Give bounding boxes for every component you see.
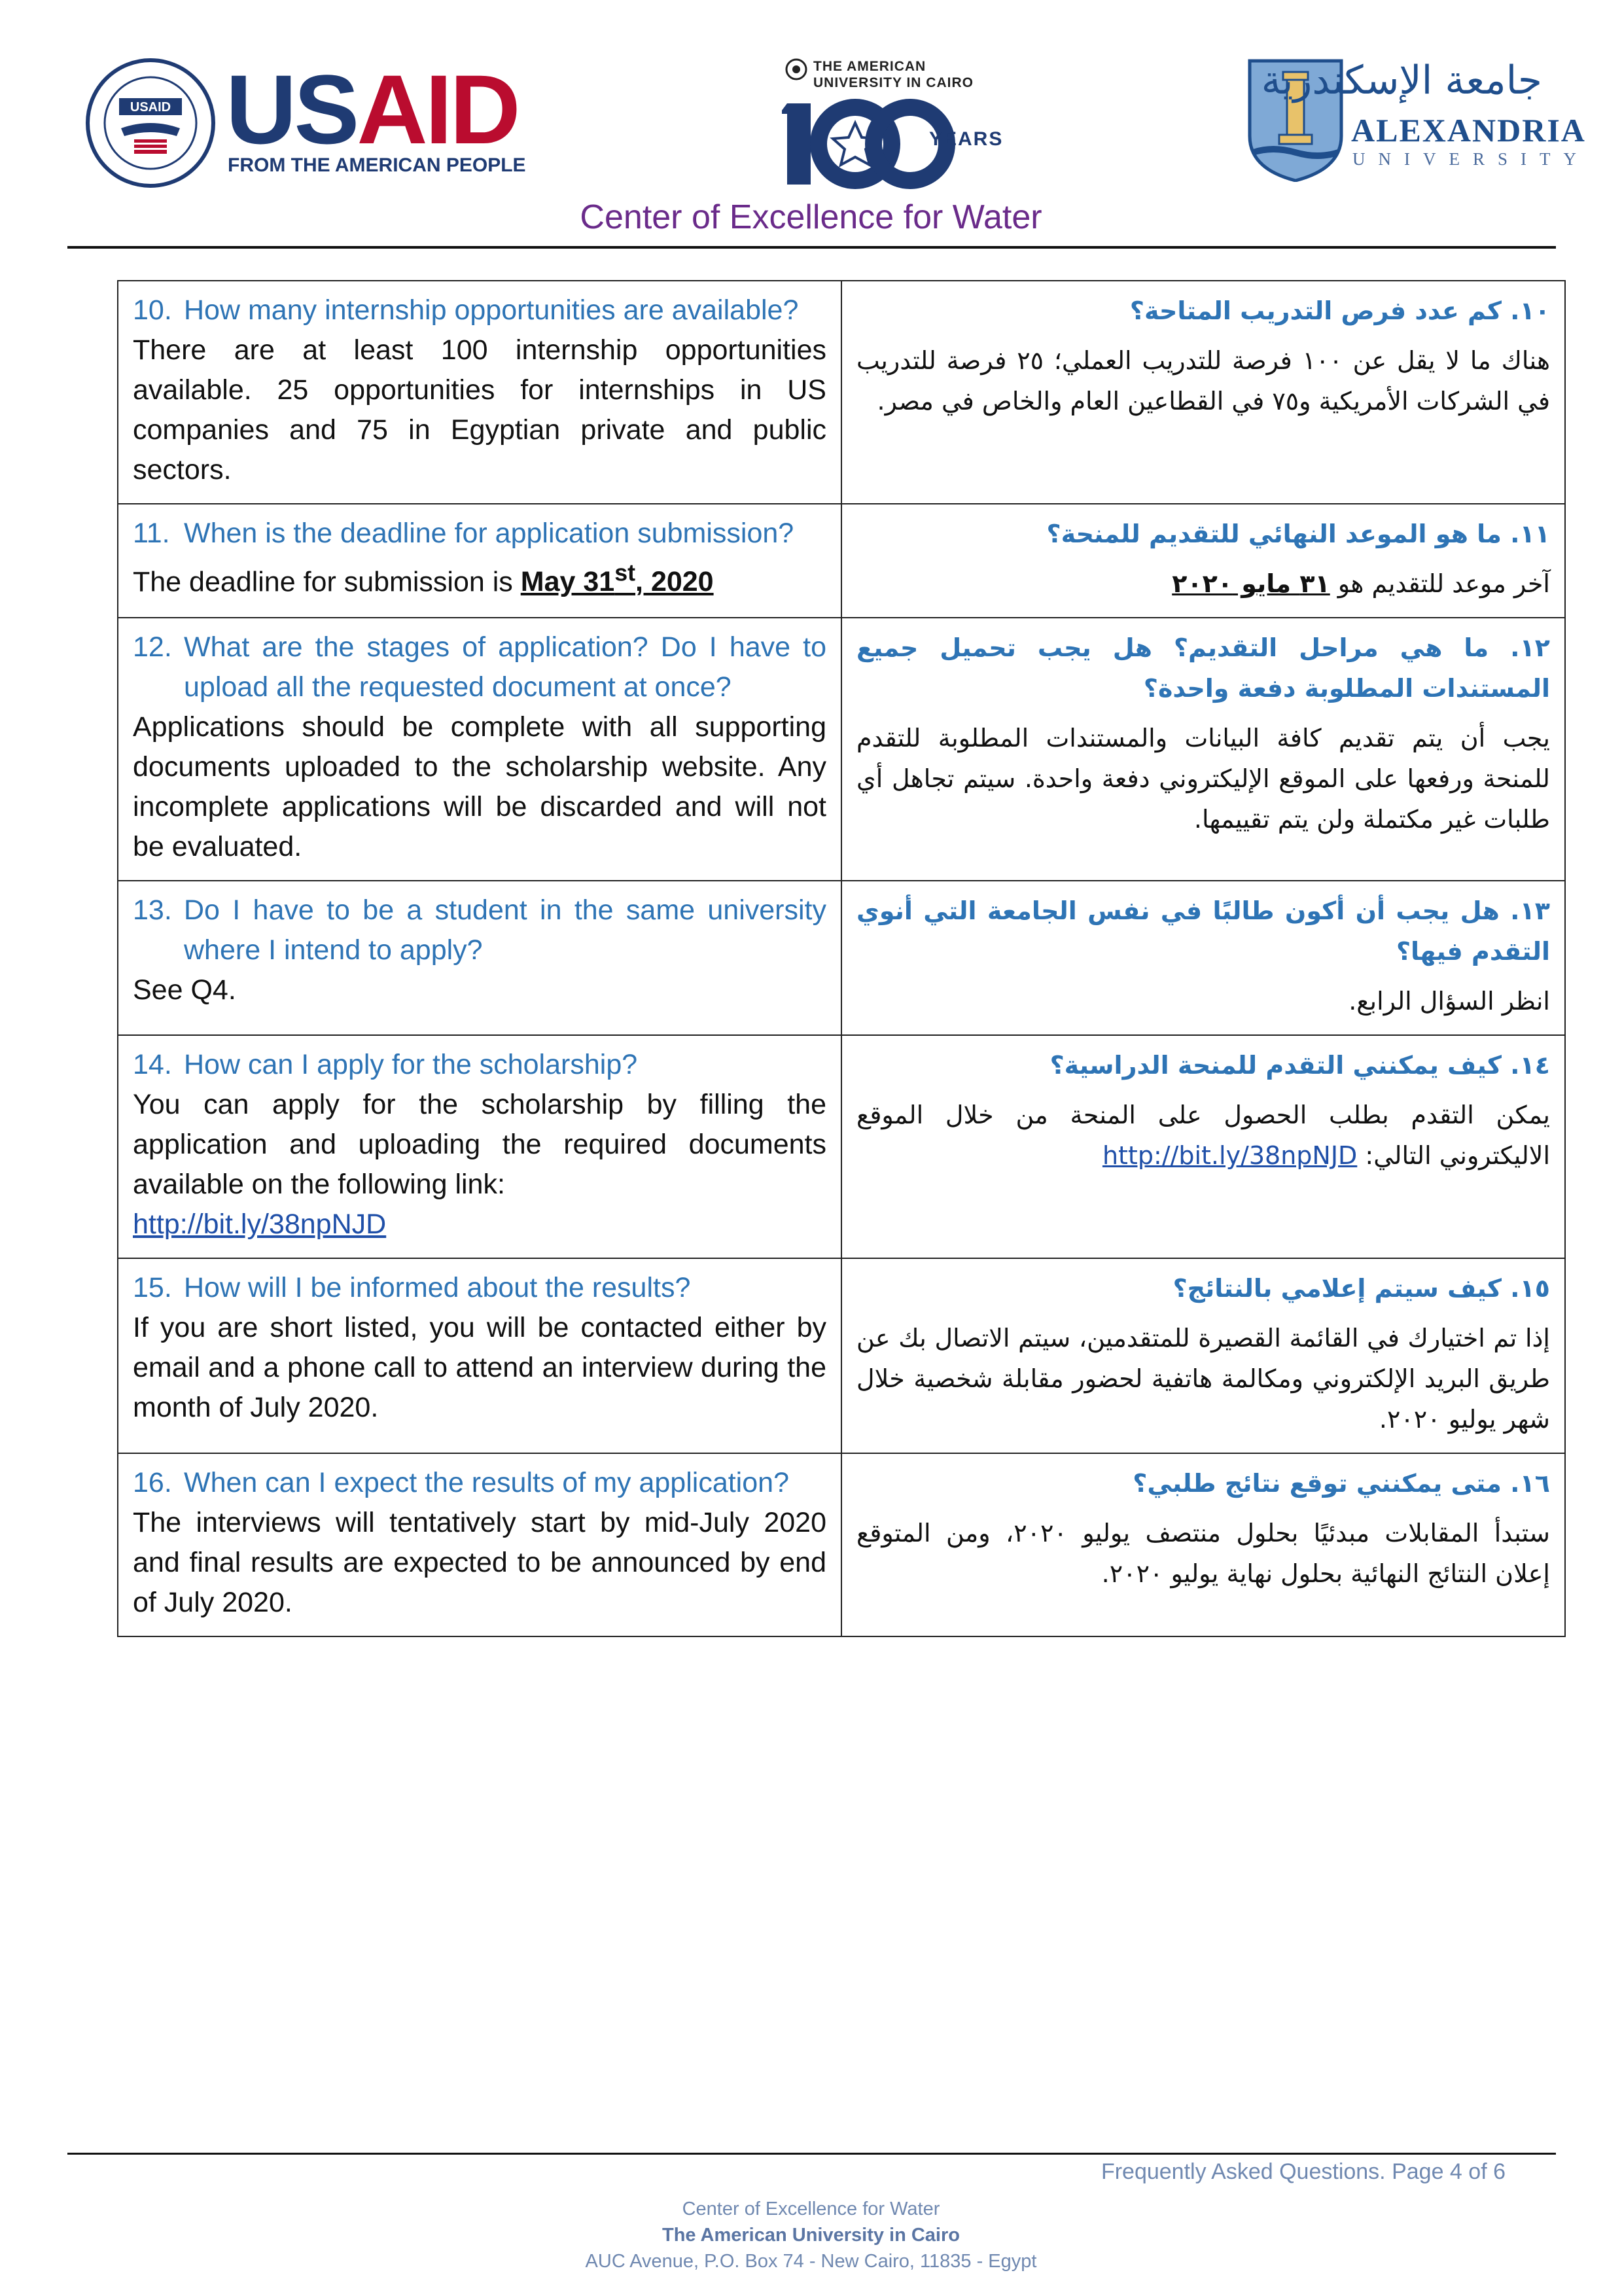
faq-question-ar: ١٤. كيف يمكنني التقدم للمنحة الدراسية؟ xyxy=(1049,1051,1550,1080)
deadline-date-ar: ٣١ مايو ٢٠٢٠ xyxy=(1172,569,1330,598)
faq-row-15 xyxy=(118,1258,1565,1453)
faq-en-cell xyxy=(118,1258,841,1453)
faq-row-11 xyxy=(118,504,1565,618)
faq-answer-ar: هناك ما لا يقل عن ١٠٠ فرصة للتدريب العملي؛ ٢٥ فرصة للتدريب في الشركات الأمريكية و٧٥ في القطاعين العام والخاص في مصر. xyxy=(856,346,1550,415)
usaid-logo xyxy=(85,54,526,188)
faq-answer-en: There are at least 100 internship opportunities available. 25 opportunities for internships in US companies and 75 in Egyptian private and public sectors. xyxy=(133,334,826,486)
application-link[interactable]: http://bit.ly/38npNJD xyxy=(133,1209,387,1240)
auc-emblem-icon xyxy=(785,58,808,81)
usaid-seal-icon xyxy=(85,58,216,188)
faq-question-ar: ١٣. هل يجب أن أكون طالبًا في نفس الجامعة التي أنوي التقدم فيها؟ xyxy=(856,896,1550,966)
usaid-wordmark: USAID xyxy=(226,54,518,164)
faq-en-cell xyxy=(118,881,841,1035)
faq-question-en: 10. How many internship opportunities are available? xyxy=(133,294,799,326)
faq-answer-ar: يجب أن يتم تقديم كافة البيانات والمستندات المطلوبة للتقدم للمنحة ورفعها على الموقع الإليكتروني دفعة واحدة. سيتم تجاهل أي طلبات غير مكتملة ولن يتم تقييمها. xyxy=(856,724,1550,834)
faq-row-14 xyxy=(118,1035,1565,1258)
auc-name-line2: UNIVERSITY IN CAIRO xyxy=(813,75,974,90)
faq-en-cell xyxy=(118,618,841,881)
auc-logo xyxy=(782,58,1004,188)
faq-question-ar: ١٠. كم عدد فرص التدريب المتاحة؟ xyxy=(1129,296,1550,325)
faq-question-ar: ١١. ما هو الموعد النهائي للتقديم للمنحة؟ xyxy=(1046,520,1550,548)
footer-divider xyxy=(67,2153,1556,2155)
faq-question-ar: ١٢. ما هي مراحل التقديم؟ هل يجب تحميل جميع المستندات المطلوبة دفعة واحدة؟ xyxy=(856,633,1550,703)
faq-ar-cell xyxy=(841,1258,1565,1453)
auc-years-label: YEARS xyxy=(929,128,1004,150)
faq-answer-en: See Q4. xyxy=(133,974,236,1006)
footer xyxy=(0,2196,1622,2274)
faq-answer-en: Applications should be complete with all supporting documents uploaded to the scholarship website. Any incomplete applications will be discarded and will not be evaluated. xyxy=(133,711,826,862)
usaid-tagline: FROM THE AMERICAN PEOPLE xyxy=(228,154,526,176)
faq-row-12 xyxy=(118,618,1565,881)
alexandria-university-logo xyxy=(1246,58,1589,188)
deadline-date: May 31st, 2020 xyxy=(520,560,714,598)
footer-line-address: AUC Avenue, P.O. Box 74 - New Cairo, 11835 - Egypt xyxy=(585,2251,1037,2272)
faq-answer-en: You can apply for the scholarship by filling the application and uploading the required documents available on the following link: http://bit.ly/38npNJD xyxy=(133,1089,826,1240)
faq-answer-ar: ستبدأ المقابلات مبدئيًا بحلول منتصف يوليو ٢٠٢٠، ومن المتوقع إعلان النتائج النهائية بحلول نهاية يوليو ٢٠٢٠. xyxy=(856,1519,1550,1588)
faq-ar-cell xyxy=(841,881,1565,1035)
faq-row-10 xyxy=(118,281,1565,504)
page-info: Frequently Asked Questions. Page 4 of 6 xyxy=(1101,2159,1506,2184)
faq-ar-cell xyxy=(841,1035,1565,1258)
faq-en-cell xyxy=(118,504,841,618)
faq-en-cell xyxy=(118,1035,841,1258)
faq-answer-en: The deadline for submission is May 31st, 2020 xyxy=(133,560,714,598)
faq-question-en: 12. What are the stages of application? Do I have to upload all the requested document at once? xyxy=(133,631,826,703)
faq-question-en: 11. When is the deadline for application submission? xyxy=(133,518,794,549)
faq-answer-ar: يمكن التقدم بطلب الحصول على المنحة من خلال الموقع الاليكتروني التالي: http://bit.ly/38npNJD xyxy=(856,1101,1550,1170)
faq-question-en: 15. How will I be informed about the results? xyxy=(133,1272,691,1303)
alexandria-university-label: UNIVERSITY xyxy=(1352,149,1589,169)
footer-line-university: The American University in Cairo xyxy=(661,2225,960,2246)
alexandria-name: ALEXANDRIA xyxy=(1351,112,1586,149)
faq-question-en: 16. When can I expect the results of my application? xyxy=(133,1467,789,1498)
faq-answer-ar: آخر موعد للتقديم هو ٣١ مايو ٢٠٢٠ xyxy=(1172,569,1550,598)
faq-question-ar: ١٦. متى يمكنني توقع نتائج طلبي؟ xyxy=(1133,1469,1550,1498)
faq-en-cell xyxy=(118,1453,841,1636)
header-divider xyxy=(67,246,1556,249)
faq-row-16 xyxy=(118,1453,1565,1636)
faq-table xyxy=(117,280,1566,1637)
faq-ar-cell xyxy=(841,504,1565,618)
faq-en-cell xyxy=(118,281,841,504)
faq-answer-en: If you are short listed, you will be contacted either by email and a phone call to attend an interview during the month of July 2020. xyxy=(133,1312,826,1423)
faq-row-13 xyxy=(118,881,1565,1035)
alexandria-arabic-name: جامعة الإسكندرية xyxy=(1261,58,1542,103)
faq-ar-cell xyxy=(841,1453,1565,1636)
faq-question-en: 13. Do I have to be a student in the same university where I intend to apply? xyxy=(133,894,826,966)
auc-name-line1: THE AMERICAN xyxy=(813,59,926,74)
faq-answer-en: The interviews will tentatively start by mid-July 2020 and final results are expected to be announced by end of July 2020. xyxy=(133,1507,826,1618)
application-link-ar[interactable]: http://bit.ly/38npNJD xyxy=(1102,1141,1358,1170)
faq-ar-cell xyxy=(841,618,1565,881)
svg-text:USAID: USAID xyxy=(130,100,171,115)
faq-answer-ar: إذا تم اختيارك في القائمة القصيرة للمتقدمين، سيتم الاتصال بك عن طريق البريد الإلكتروني ومكالمة هاتفية لحضور مقابلة شخصية خلال شهر يوليو ٢٠٢٠. xyxy=(856,1324,1550,1434)
faq-question-en: 14. How can I apply for the scholarship? xyxy=(133,1049,638,1080)
faq-ar-cell xyxy=(841,281,1565,504)
faq-question-ar: ١٥. كيف سيتم إعلامي بالنتائج؟ xyxy=(1172,1274,1550,1303)
footer-line-center: Center of Excellence for Water xyxy=(682,2199,940,2219)
faq-answer-ar: انظر السؤال الرابع. xyxy=(1349,987,1550,1016)
center-title: Center of Excellence for Water xyxy=(580,198,1042,236)
